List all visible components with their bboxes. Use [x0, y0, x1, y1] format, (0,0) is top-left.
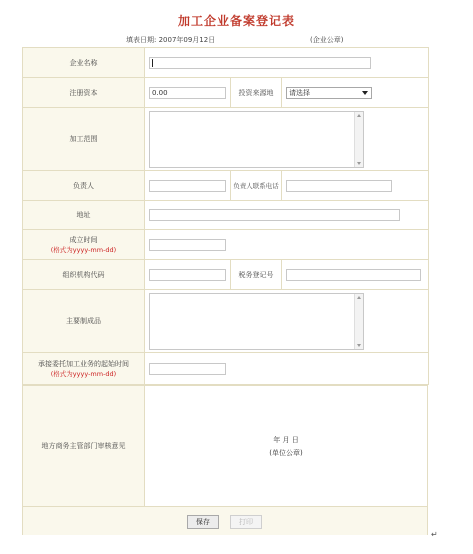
unit-seal-note: (单位公章) [269, 449, 303, 457]
main-products-textarea[interactable] [149, 293, 364, 350]
tax-registration-input[interactable] [286, 269, 421, 281]
manager-input[interactable] [149, 180, 226, 192]
approval-label: 地方商务主管部门审核意见 [23, 386, 145, 506]
scroll-down-icon [357, 162, 361, 165]
address-label: 地址 [23, 201, 145, 230]
manager-phone-input[interactable] [286, 180, 392, 192]
button-bar [23, 506, 427, 535]
date-format-hint: (格式为yyyy-mm-dd) [50, 245, 117, 254]
save-button[interactable]: 保存 [187, 515, 219, 529]
scroll-up-icon [357, 114, 361, 117]
scrollbar[interactable] [354, 112, 363, 167]
investment-origin-selected: 请选择 [289, 88, 310, 97]
investment-origin-select[interactable] [286, 87, 372, 99]
page-title: 加工企业备案登记表 [177, 14, 295, 28]
chevron-down-icon [362, 91, 368, 95]
established-date-input[interactable] [149, 239, 226, 251]
org-code-label: 组织机构代码 [23, 260, 145, 290]
start-time-input[interactable] [149, 363, 226, 375]
approval-area [145, 386, 427, 506]
company-name-label: 企业名称 [23, 48, 145, 78]
address-input[interactable] [149, 209, 400, 221]
tax-registration-label: 税务登记号 [231, 260, 282, 290]
scroll-up-icon [357, 296, 361, 299]
investment-origin-label: 投资来源地 [231, 78, 282, 108]
processing-scope-label: 加工范围 [23, 108, 145, 171]
scrollbar[interactable] [354, 294, 363, 349]
manager-label: 负责人 [23, 171, 145, 201]
registered-capital-input[interactable]: 0.00 [149, 87, 226, 99]
start-time-label: 承接委托加工业务的起始时间 [38, 359, 129, 368]
registration-form [22, 47, 429, 385]
fill-date: 填表日期: 2007年09月12日 [126, 36, 216, 44]
paragraph-mark: ↵ [431, 530, 438, 539]
approval-section [22, 385, 428, 535]
scroll-down-icon [357, 344, 361, 347]
manager-phone-label: 负责人联系电话 [231, 171, 282, 201]
main-products-label: 主要制成品 [23, 290, 145, 353]
date-format-hint: (格式为yyyy-mm-dd) [50, 369, 117, 378]
approval-date: 年 月 日 [273, 436, 299, 444]
print-button[interactable]: 打印 [230, 515, 262, 529]
company-seal-note: (企业公章) [310, 36, 344, 44]
processing-scope-textarea[interactable] [149, 111, 364, 168]
company-name-input[interactable] [149, 57, 371, 69]
established-date-label: 成立时间 [69, 235, 98, 244]
org-code-input[interactable] [149, 269, 226, 281]
registered-capital-label: 注册资本 [23, 78, 145, 108]
text-cursor [152, 59, 153, 67]
